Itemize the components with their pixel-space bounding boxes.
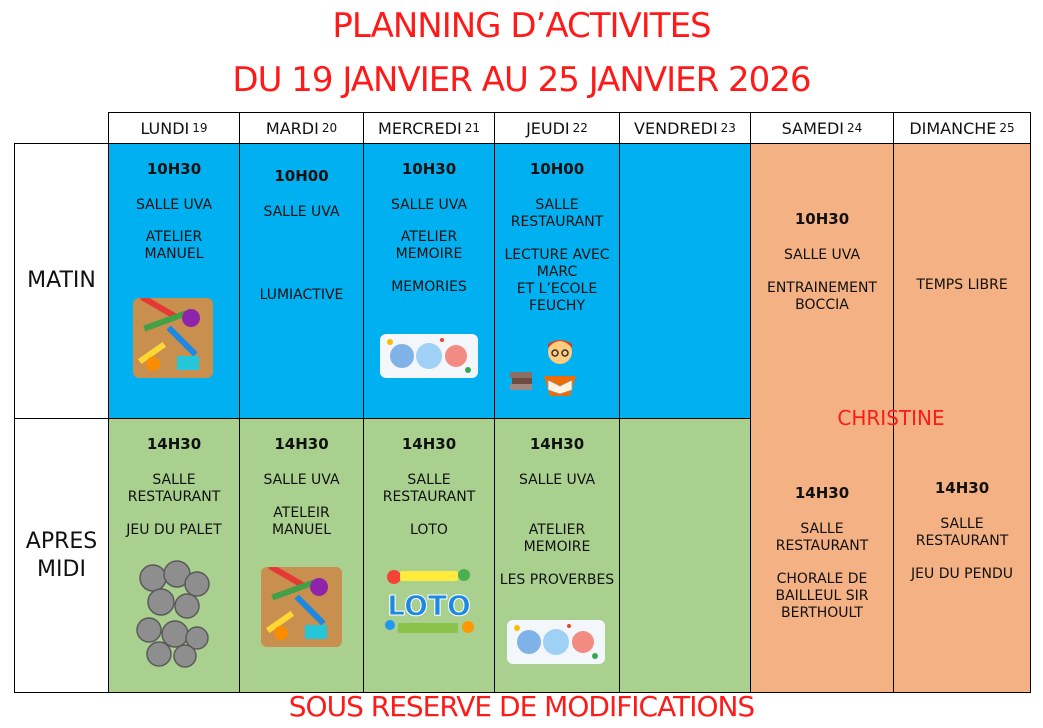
- craft-supplies-image: [133, 298, 213, 378]
- time-label: 10H00: [529, 160, 585, 178]
- activity-morning-wednesday: [363, 161, 495, 296]
- activity-label: MEMOIRE: [523, 539, 591, 555]
- time-label: 10H00: [274, 167, 329, 185]
- activity-afternoon-monday: [108, 436, 240, 539]
- activity-label: LUMIACTIVE: [259, 287, 344, 303]
- place-label: SALLE UVA: [263, 472, 340, 488]
- row-label-morning: MATIN: [14, 143, 109, 419]
- loto-logo-text: LOTO: [387, 589, 471, 622]
- place-label: RESTAURANT: [382, 489, 476, 505]
- place-label: SALLE UVA: [518, 472, 596, 488]
- day-header-friday: VENDREDI 23: [619, 112, 751, 144]
- activity-label: ATELEIR: [273, 505, 330, 521]
- memory-brain-image: [507, 620, 605, 664]
- place-label: RESTAURANT: [127, 489, 221, 505]
- activity-afternoon-saturday: [750, 485, 894, 622]
- time-label: 14H30: [934, 479, 990, 497]
- cell-afternoon-friday: [619, 418, 751, 693]
- time-label: 10H30: [401, 160, 457, 178]
- activity-label: ATELIER: [145, 229, 203, 245]
- time-label: 14H30: [274, 435, 329, 453]
- day-header-tuesday: MARDI 20: [239, 112, 364, 144]
- day-header-sunday: DIMANCHE 25: [893, 112, 1031, 144]
- activity-label: ET L’ECOLE: [516, 281, 598, 297]
- memory-brain-image: [380, 334, 478, 378]
- place-label: SALLE UVA: [390, 197, 468, 213]
- activity-morning-sunday: [893, 277, 1031, 294]
- place-label: SALLE: [407, 472, 451, 488]
- child-reading-image: [508, 336, 604, 402]
- activity-label: JEU DU PALET: [126, 522, 222, 538]
- time-label: 14H30: [401, 435, 457, 453]
- activity-afternoon-thursday: [494, 436, 620, 589]
- craft-supplies-image: [261, 567, 342, 647]
- activity-detail: LES PROVERBES: [499, 572, 615, 588]
- place-label: SALLE UVA: [135, 197, 213, 213]
- time-label: 14H30: [529, 435, 585, 453]
- activity-label: MANUEL: [271, 522, 332, 538]
- staff-name: CHRISTINE: [837, 406, 945, 430]
- title-line-1: PLANNING D’ACTIVITES: [332, 6, 711, 46]
- place-label: RESTAURANT: [775, 538, 869, 554]
- activity-label: JEU DU PENDU: [911, 566, 1013, 582]
- activity-label: LECTURE AVEC: [504, 247, 610, 263]
- activity-detail: MEMORIES: [391, 279, 467, 295]
- palet-coins-image: [135, 560, 211, 668]
- activity-label: ATELIER: [400, 229, 458, 245]
- activity-morning-monday: [108, 161, 240, 263]
- cell-morning-friday: [619, 143, 751, 419]
- day-header-thursday: JEUDI 22: [494, 112, 620, 144]
- place-label: SALLE: [152, 472, 196, 488]
- place-label: SALLE UVA: [783, 247, 861, 263]
- footer-note: SOUS RESERVE DE MODIFICATIONS: [288, 690, 755, 723]
- place-label: SALLE: [535, 197, 579, 213]
- activity-label: MANUEL: [144, 246, 204, 262]
- activity-label: FEUCHY: [529, 298, 585, 314]
- place-label: SALLE: [800, 521, 844, 537]
- activity-label: BERTHOULT: [781, 605, 863, 621]
- activity-morning-saturday: [750, 211, 894, 314]
- activity-label: ATELIER: [528, 522, 586, 538]
- place-label: SALLE UVA: [263, 204, 340, 220]
- activity-label: LOTO: [410, 522, 448, 538]
- row-label-afternoon: APRES MIDI: [14, 418, 109, 693]
- activity-afternoon-wednesday: [363, 436, 495, 539]
- time-label: 10H30: [794, 210, 850, 228]
- activity-label: BOCCIA: [795, 297, 849, 313]
- activity-label: ENTRAINEMENT: [766, 280, 877, 296]
- loto-logo-image: [380, 565, 478, 640]
- activity-afternoon-sunday: [893, 480, 1031, 583]
- activity-label: TEMPS LIBRE: [916, 277, 1008, 293]
- activity-label: CHORALE DE: [776, 571, 868, 587]
- activity-label: MARC: [536, 264, 578, 280]
- day-header-saturday: SAMEDI 24: [750, 112, 894, 144]
- place-label: RESTAURANT: [915, 533, 1009, 549]
- day-header-wednesday: MERCREDI 21: [363, 112, 495, 144]
- day-header-monday: LUNDI 19: [108, 112, 240, 144]
- time-label: 14H30: [794, 484, 850, 502]
- time-label: 10H30: [146, 160, 202, 178]
- activity-label: BAILLEUL SIR: [775, 588, 869, 604]
- place-label: SALLE: [940, 516, 984, 532]
- activity-morning-tuesday: [239, 168, 364, 304]
- activity-afternoon-tuesday: [239, 436, 364, 539]
- time-label: 14H30: [146, 435, 202, 453]
- activity-morning-thursday: [494, 161, 620, 315]
- place-label: RESTAURANT: [510, 214, 604, 230]
- activity-label: MEMOIRE: [395, 246, 463, 262]
- title-line-2: DU 19 JANVIER AU 25 JANVIER 2026: [232, 60, 811, 100]
